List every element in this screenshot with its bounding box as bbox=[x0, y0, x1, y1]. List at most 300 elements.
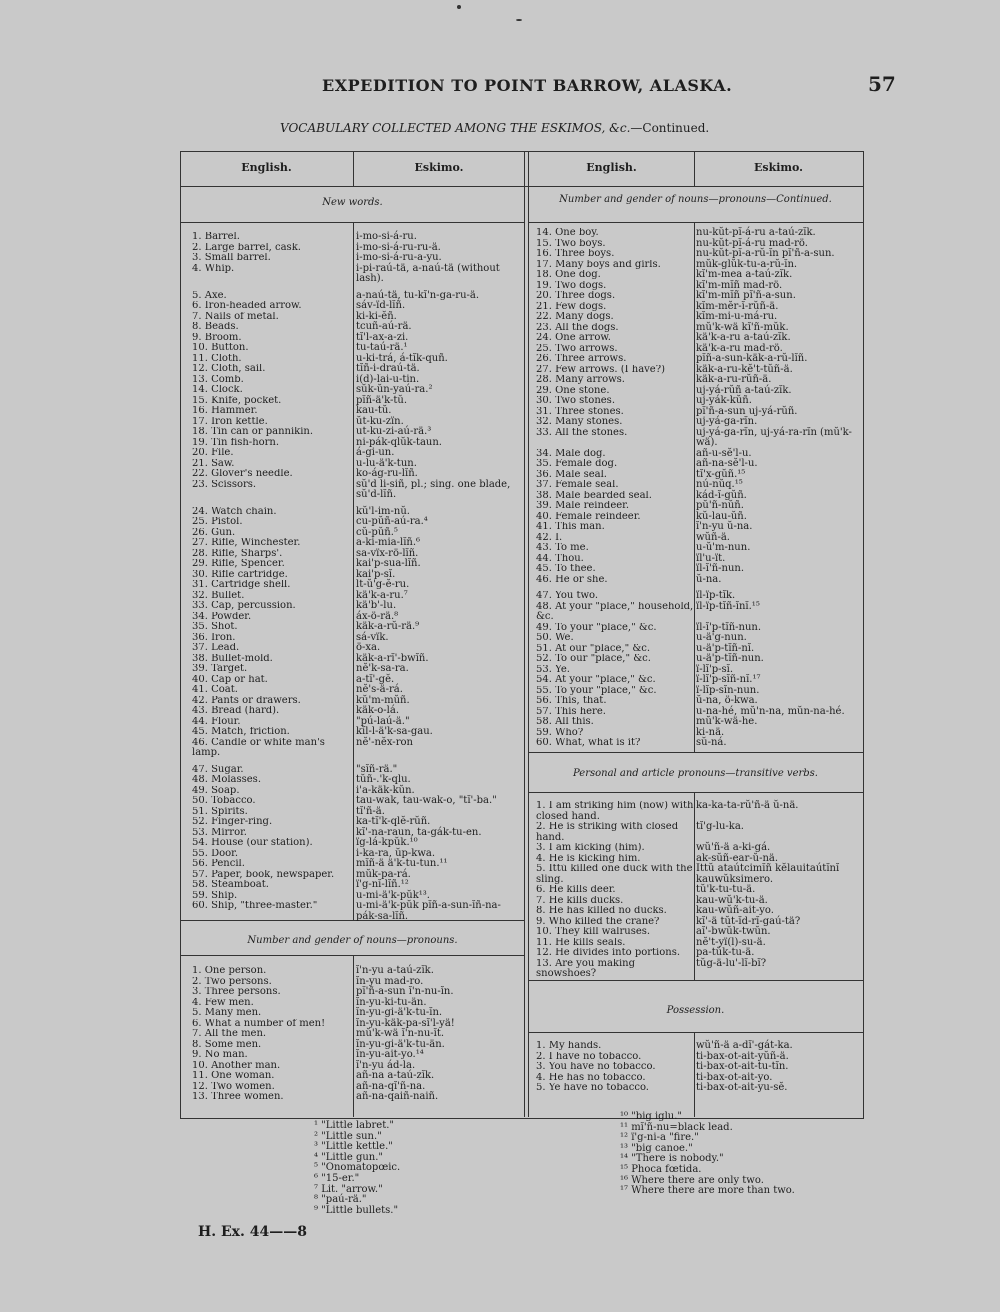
eskimo-term: kĭ'm-mĭñ mad-rö. bbox=[696, 279, 783, 291]
right-sec2-rule bbox=[528, 792, 863, 793]
eskimo-term: wŭ'ñ-ä a-dĭ'-gát-ka. bbox=[696, 1040, 793, 1051]
vocab-row bbox=[192, 796, 524, 807]
vocab-row bbox=[192, 480, 524, 501]
vocab-row bbox=[192, 253, 524, 264]
vocab-row bbox=[536, 1041, 862, 1052]
english-term: 36. Iron. bbox=[192, 632, 236, 643]
english-term: 17. Many boys and girls. bbox=[536, 259, 661, 270]
vocab-row bbox=[536, 428, 862, 449]
english-term: 27. Few arrows. (I have?) bbox=[536, 364, 665, 375]
english-term: 60. What, what is it? bbox=[536, 738, 641, 748]
vocab-row bbox=[536, 1062, 862, 1073]
eskimo-term: käk-a-rĭ'-bwĭñ. bbox=[356, 652, 429, 664]
eskimo-term: ko-ág-ru-lĭñ. bbox=[356, 468, 418, 479]
english-term: 14. One boy. bbox=[536, 228, 599, 238]
english-term: 57. Paper, book, newspaper. bbox=[192, 869, 335, 880]
eskimo-term: ŭ-na. bbox=[696, 573, 722, 585]
vocab-row bbox=[536, 738, 862, 749]
english-term: 2. He is striking with closed hand. bbox=[536, 822, 679, 843]
eskimo-term: pĭñ-a-sun-käk-a-rŭ-lĭñ. bbox=[696, 353, 808, 364]
english-term: 55. Door. bbox=[192, 848, 239, 859]
english-term: 4. Few men. bbox=[192, 997, 254, 1008]
vocab-row bbox=[536, 417, 862, 428]
english-term: 38. Male bearded seal. bbox=[536, 490, 652, 501]
footnote: ¹¹ mĭ'ñ-nu=black lead. bbox=[620, 1121, 733, 1133]
vocab-row bbox=[192, 427, 524, 438]
eskimo-term: pĭñ-ä'k-tŭ. bbox=[356, 394, 408, 406]
table-subtitle bbox=[280, 121, 709, 135]
eskimo-term: tu-taú-rä.¹ bbox=[356, 342, 408, 353]
eskimo-term: tĭ'g-lu-ka. bbox=[696, 821, 744, 832]
english-term: 51. Spirits. bbox=[192, 806, 248, 817]
page-number: 57 bbox=[868, 72, 896, 96]
eskimo-term: u-lu-ä'k-tun. bbox=[356, 457, 417, 469]
english-term: 46. Candle or white man's lamp. bbox=[192, 737, 325, 758]
english-term: 42. Pants or drawers. bbox=[192, 695, 301, 706]
english-term: 12. Cloth, sail. bbox=[192, 364, 266, 374]
eskimo-term: tau-wak, tau-wak-o, "tĭ'-ba." bbox=[356, 795, 497, 806]
english-term: 18. One dog. bbox=[536, 270, 601, 280]
eskimo-term: sŭ'd li-siñ, pl.; sing. one blade, sŭ'd-lĭñ. bbox=[356, 478, 511, 500]
eskimo-term: ïl-ĭ'ñ-nun. bbox=[696, 563, 745, 574]
vocab-row bbox=[192, 987, 524, 998]
vocab-row bbox=[192, 775, 524, 786]
eskimo-term: cu-pŭñ-aú-ra.⁴ bbox=[356, 516, 428, 527]
footnote: ⁷ Lit. "arrow." bbox=[314, 1183, 383, 1195]
eskimo-term: añ-u-sĕ'l-u. bbox=[696, 447, 752, 459]
english-term: 42. I. bbox=[536, 532, 563, 543]
english-term: 23. Scissors. bbox=[192, 479, 257, 490]
eskimo-term: wŭñ-ä. bbox=[696, 531, 730, 543]
right-sec2-top-rule bbox=[528, 752, 863, 753]
eskimo-term: ï-lĭ'p-sĭñ-nĭ.¹⁷ bbox=[696, 674, 761, 685]
english-term: 5. Ye have no tobacco. bbox=[536, 1083, 649, 1093]
english-term: 18. Tin can or pannikin. bbox=[192, 427, 314, 437]
vocab-row bbox=[192, 517, 524, 528]
eskimo-term: añ-na-sĕ'l-u. bbox=[696, 458, 758, 469]
vocab-row bbox=[536, 675, 862, 686]
eskimo-term: mŭk-glŭk-tu-a-rŭ-ĭn. bbox=[696, 258, 798, 270]
subtitle-main: VOCABULARY COLLECTED AMONG THE ESKIMOS, &c. bbox=[280, 121, 631, 135]
eskimo-term: käk-o-lá. bbox=[356, 705, 400, 716]
eskimo-term: i(d)-lai-u-tin. bbox=[356, 373, 420, 385]
eskimo-term: uj-yák-kŭñ. bbox=[696, 395, 752, 406]
footnote: ³ "Little kettle." bbox=[314, 1141, 393, 1153]
english-term: 16. Hammer. bbox=[192, 406, 258, 416]
eskimo-term: ŭ-na, ö-kwa. bbox=[696, 695, 758, 706]
eskimo-term: ŭt-ku-zïn. bbox=[356, 415, 404, 427]
eskimo-term: ĭ'n-yu ŭ-na. bbox=[696, 521, 753, 532]
english-term: 58. All this. bbox=[536, 717, 594, 727]
eskimo-term: kä'k-a-ru mad-rö. bbox=[696, 342, 783, 354]
eskimo-term: mŭk-pa-rá. bbox=[356, 868, 411, 880]
english-term: 2. Two persons. bbox=[192, 976, 272, 987]
eskimo-term: sŭ-ná. bbox=[696, 737, 727, 748]
english-term: 41. Coat. bbox=[192, 685, 238, 695]
english-term: 34. Male dog. bbox=[536, 448, 606, 459]
vocab-row bbox=[192, 1050, 524, 1061]
vocab-row bbox=[536, 480, 862, 491]
english-term: 9. Who killed the crane? bbox=[536, 916, 660, 927]
english-term: 57. This here. bbox=[536, 706, 606, 717]
eskimo-term: u-na-hé, mŭ'n-na, mŭn-na-hé. bbox=[696, 705, 845, 717]
vocab-row bbox=[192, 880, 524, 891]
footnote: ⁶ "15-er." bbox=[314, 1172, 360, 1184]
eskimo-term: käk-a-ru-kĕ't-tŭñ-ä. bbox=[696, 363, 793, 375]
english-term: 60. Ship, "three-master." bbox=[192, 901, 318, 911]
eskimo-term: i-mo-si-á-ru. bbox=[356, 231, 417, 242]
english-term: 7. He kills ducks. bbox=[536, 895, 624, 906]
english-term: 17. Iron kettle. bbox=[192, 416, 268, 427]
eskimo-term: tŭ'k-tu-tu-ä. bbox=[696, 884, 756, 895]
vocab-row bbox=[192, 817, 524, 828]
eskimo-term: lt-ŭ'g-ĕ-ru. bbox=[356, 579, 410, 590]
eskimo-term: a-naú-tä, tu-kĭ'n-ga-ru-ä. bbox=[356, 289, 480, 301]
vocab-row bbox=[536, 291, 862, 302]
right-sec3-top-rule bbox=[528, 980, 863, 981]
eskimo-term: kä'k-a-ru.⁷ bbox=[356, 589, 408, 601]
eskimo-term: ĭn-yu-gi-ä'k-tu-än. bbox=[356, 1038, 445, 1050]
left-sec1-rule bbox=[180, 222, 525, 223]
english-term: 12. Two women. bbox=[192, 1081, 275, 1092]
eskimo-term: kai'p-sua-lĭñ. bbox=[356, 558, 421, 569]
english-term: 33. All the stones. bbox=[536, 427, 628, 438]
vocab-row bbox=[536, 354, 862, 365]
english-term: 47. You two. bbox=[536, 591, 599, 601]
column-header-eskimo: Eskimo. bbox=[414, 161, 464, 174]
vocab-row bbox=[192, 364, 524, 375]
print-speck bbox=[457, 5, 461, 9]
eskimo-term: ĭn-yu-ait-yo.¹⁴ bbox=[356, 1049, 424, 1060]
english-term: 19. Tin fish-horn. bbox=[192, 437, 280, 448]
vocab-row bbox=[192, 859, 524, 870]
english-term: 45. To thee. bbox=[536, 564, 596, 574]
eskimo-term: tĭ'x-gŭñ.¹⁵ bbox=[696, 468, 746, 480]
english-term: 59. Ship. bbox=[192, 890, 238, 901]
eskimo-term: sa-vïx-rö-lĭñ. bbox=[356, 547, 419, 559]
column-header-eskimo-right: Eskimo. bbox=[754, 161, 803, 174]
english-term: 55. To your "place," &c. bbox=[536, 685, 657, 696]
vocab-row bbox=[536, 396, 862, 407]
eskimo-term: nĕ'k-sa-ra. bbox=[356, 663, 409, 674]
vocab-row bbox=[536, 575, 862, 586]
eskimo-term: ĭn-yu mad-ro. bbox=[356, 975, 424, 987]
eskimo-term: nĕ't-yï(l)-su-ä. bbox=[696, 936, 766, 948]
center-rule-double bbox=[528, 151, 529, 1117]
eskimo-term: u-ki-trá, á-tĭk-quñ. bbox=[356, 352, 448, 364]
eskimo-term: ï'g-nĭ-lĭñ.¹² bbox=[356, 879, 409, 890]
eskimo-term: ĭn-yu-gi-ä'k-tu-ĭn. bbox=[356, 1007, 443, 1018]
english-term: 31. Cartridge shell. bbox=[192, 580, 291, 590]
footnote: ¹⁶ Where there are only two. bbox=[620, 1174, 764, 1186]
eskimo-term: uj-yá-ga-rĭn. bbox=[696, 416, 758, 427]
eskimo-term: ĭ'n-yu ád-la. bbox=[356, 1059, 416, 1071]
english-term: 54. At your "place," &c. bbox=[536, 675, 656, 685]
english-term: 1. My hands. bbox=[536, 1041, 602, 1051]
english-term: 5. Ittŭ killed one duck with the sling. bbox=[536, 864, 693, 885]
eskimo-term: tcuñ-aú-rä. bbox=[356, 321, 412, 332]
subtitle-continued: —Continued. bbox=[630, 121, 710, 135]
vocab-row bbox=[536, 1083, 862, 1094]
english-term: 34. Powder. bbox=[192, 611, 252, 622]
english-term: 6. Iron-headed arrow. bbox=[192, 301, 302, 311]
english-term: 30. Rifle cartridge. bbox=[192, 569, 288, 580]
english-term: 6. What a number of men! bbox=[192, 1018, 326, 1029]
eskimo-term: kĭ'-na-raun, ta-gák-tu-en. bbox=[356, 826, 482, 838]
eskimo-term: añ-na a-taú-zĭk. bbox=[356, 1070, 435, 1081]
english-term: 31. Three stones. bbox=[536, 406, 624, 417]
eskimo-term: u-ä'p-tĭñ-nun. bbox=[696, 653, 764, 664]
vocab-row bbox=[536, 602, 862, 623]
english-term: 1. One person. bbox=[192, 966, 267, 976]
vocab-row bbox=[192, 664, 524, 675]
english-term: 24. Watch chain. bbox=[192, 506, 277, 517]
eskimo-term: kŭ'l-im-nŭ. bbox=[356, 505, 410, 517]
eskimo-term: kĭ'm-mĭñ pĭ'ñ-a-sun. bbox=[696, 290, 796, 301]
english-term: 4. Whip. bbox=[192, 263, 235, 274]
eskimo-term: kŭ'm-mŭñ. bbox=[356, 694, 410, 706]
english-term: 51. At our "place," &c. bbox=[536, 643, 651, 654]
english-term: 50. Tobacco. bbox=[192, 796, 256, 806]
vocab-row bbox=[536, 864, 862, 885]
english-term: 13. Three women. bbox=[192, 1092, 284, 1102]
english-term: 54. House (our station). bbox=[192, 838, 313, 848]
vocab-row bbox=[192, 738, 524, 759]
eskimo-term: ïl-ĭ'p-tĭñ-nun. bbox=[696, 621, 762, 633]
english-term: 22. Glover's needle. bbox=[192, 469, 293, 479]
english-term: 27. Rifle, Winchester. bbox=[192, 538, 301, 548]
eskimo-term: kau-tŭ. bbox=[356, 405, 392, 416]
english-term: 16. Three boys. bbox=[536, 249, 615, 259]
eskimo-term: mŭ'k-wä-he. bbox=[696, 716, 758, 727]
english-term: 21. Few dogs. bbox=[536, 301, 607, 312]
english-term: 2. Large barrel, cask. bbox=[192, 242, 301, 253]
eskimo-term: sá-vïk. bbox=[356, 631, 389, 643]
vocab-row bbox=[192, 232, 524, 243]
eskimo-term: i-mo-si-á-ru-a-yu. bbox=[356, 252, 442, 263]
english-term: 32. Many stones. bbox=[536, 417, 623, 427]
english-term: 46. He or she. bbox=[536, 574, 608, 585]
eskimo-term: käk-a-rŭ-rä.⁹ bbox=[356, 621, 420, 632]
english-term: 23. All the dogs. bbox=[536, 322, 619, 333]
eskimo-term: ki-nä. bbox=[696, 726, 725, 738]
vocab-row bbox=[192, 727, 524, 738]
english-term: 20. Three dogs. bbox=[536, 291, 616, 301]
vocab-row bbox=[192, 385, 524, 396]
english-term: 19. Two dogs. bbox=[536, 280, 607, 291]
vocab-row bbox=[536, 948, 862, 959]
left-sec2-rule bbox=[180, 955, 525, 956]
vocab-row bbox=[192, 643, 524, 654]
eskimo-term: u-ä'p-tĭñ-nĭ. bbox=[696, 642, 755, 654]
eskimo-term: pĭ'ñ-a-sun uj-yá-rŭñ. bbox=[696, 405, 798, 417]
eskimo-term: ïl-ïp-tĭk. bbox=[696, 590, 736, 601]
footnote: ¹⁴ "There is nobody." bbox=[620, 1153, 724, 1165]
english-term: 52. To our "place," &c. bbox=[536, 654, 651, 664]
english-term: 11. One woman. bbox=[192, 1071, 275, 1081]
eskimo-term: ti-bax-ot-ait-yu-sĕ. bbox=[696, 1082, 788, 1093]
eskimo-term: tĭñ-i-draú-tä. bbox=[356, 363, 420, 374]
vocab-row bbox=[192, 448, 524, 459]
eskimo-term: mŭ'k-wä ĭ'n-nu-ĭt. bbox=[356, 1028, 445, 1039]
eskimo-term: u-ŭ'm-nun. bbox=[696, 542, 751, 553]
eskimo-term: nu-kŭt-pĭ-á-ru mad-rö. bbox=[696, 237, 808, 249]
eskimo-term: nĕ's-ä-rá. bbox=[356, 684, 403, 695]
eskimo-term: sŭk-ŭn-yaú-ra.² bbox=[356, 384, 433, 395]
vocab-row bbox=[192, 559, 524, 570]
eskimo-term: nu-kŭt-pĭ-á-ru a-taú-zĭk. bbox=[696, 227, 816, 238]
transitive-verbs-list bbox=[536, 801, 862, 980]
english-term: 40. Cap or hat. bbox=[192, 674, 268, 685]
eskimo-term: uj-yá-ga-rĭn, uj-yá-ra-rĭn (mŭ'k-wä). bbox=[696, 426, 852, 448]
vocab-row bbox=[536, 543, 862, 554]
eskimo-term: ti-bax-ot-ait-yo. bbox=[696, 1071, 773, 1083]
english-term: 14. Clock. bbox=[192, 385, 243, 395]
footnote: ⁵ "Onomatopœic. bbox=[314, 1162, 401, 1174]
running-head: EXPEDITION TO POINT BARROW, ALASKA. bbox=[322, 76, 733, 95]
english-term: 48. Molasses. bbox=[192, 775, 261, 785]
vocab-row bbox=[192, 406, 524, 417]
english-term: 4. He is kicking him. bbox=[536, 853, 641, 864]
eskimo-term: Ittŭ ataútcimĭñ kĕlauitaútĭnĭ kauwŭksimero. bbox=[696, 863, 840, 885]
eskimo-term: pa-tŭk-tu-ä. bbox=[696, 947, 755, 958]
english-term: 45. Match, friction. bbox=[192, 727, 290, 737]
english-term: 44. Flour. bbox=[192, 716, 241, 727]
vocab-row bbox=[192, 301, 524, 312]
eskimo-term: ï-lĭp-sĭn-nun. bbox=[696, 684, 760, 696]
vocab-row bbox=[192, 838, 524, 849]
eskimo-term: kau-wŭñ-ait-yo. bbox=[696, 905, 774, 916]
footnotes-right bbox=[620, 1112, 795, 1197]
english-term: 4. He has no tobacco. bbox=[536, 1072, 646, 1083]
eskimo-term: u-mi-ä'k-pŭk pĭñ-a-sun-ĭñ-na-pák-sa-lĭñ. bbox=[356, 900, 501, 922]
eskimo-term: kä'k-a-ru a-taú-zĭk. bbox=[696, 332, 791, 343]
section-number-gender: Number and gender of nouns—pronouns. bbox=[247, 935, 458, 946]
english-term: 15. Two boys. bbox=[536, 238, 606, 249]
eskimo-term: kĭ'-ä tŭt-ĭd-rĭ-gaú-tä? bbox=[696, 915, 801, 927]
eskimo-term: a-ki-mia-lĭñ.⁶ bbox=[356, 537, 421, 548]
english-term: 9. Broom. bbox=[192, 332, 242, 343]
possession-list bbox=[536, 1041, 862, 1094]
english-term: 21. Saw. bbox=[192, 458, 235, 469]
vocab-row bbox=[536, 633, 862, 644]
english-term: 24. One arrow. bbox=[536, 333, 611, 343]
vocab-row bbox=[536, 959, 862, 980]
eskimo-term: nu-kŭt-pĭ-a-rŭ-ĭn pĭ'ñ-a-sun. bbox=[696, 248, 835, 259]
english-term: 56. Pencil. bbox=[192, 859, 245, 869]
eskimo-term: nĕ'-nĕx-ron bbox=[356, 736, 413, 748]
english-term: 9. No man. bbox=[192, 1050, 248, 1060]
english-term: 39. Target. bbox=[192, 664, 248, 674]
english-term: 30. Two stones. bbox=[536, 396, 615, 406]
vocab-row bbox=[192, 1008, 524, 1019]
header-rule bbox=[180, 186, 863, 187]
english-term: 12. He divides into portions. bbox=[536, 948, 681, 958]
eskimo-term: tĭ'ñ-ä. bbox=[356, 805, 385, 817]
vocab-row bbox=[536, 312, 862, 323]
vocab-row bbox=[192, 343, 524, 354]
eskimo-term: kĭl-l-ä'k-sa-gau. bbox=[356, 726, 433, 737]
eskimo-term: i-ka-ra, ŭp-kwa. bbox=[356, 847, 436, 859]
vocab-row bbox=[536, 522, 862, 533]
section-number-gender-continued: Number and gender of nouns—pronouns—Continued. bbox=[559, 194, 832, 205]
eskimo-term: añ-na-qaiñ-naiñ. bbox=[356, 1091, 439, 1102]
eskimo-term: mĭñ-ä ä'k-tu-tun.¹¹ bbox=[356, 858, 448, 869]
english-term: 13. Are you making snowshoes? bbox=[536, 958, 636, 979]
english-term: 33. Cap, percussion. bbox=[192, 601, 296, 611]
english-term: 49. Soap. bbox=[192, 785, 240, 796]
eskimo-term: pŭ'ñ-nŭñ. bbox=[696, 500, 744, 511]
english-term: 40. Female reindeer. bbox=[536, 511, 641, 522]
english-term: 53. Ye. bbox=[536, 664, 570, 675]
english-term: 35. Female dog. bbox=[536, 459, 618, 469]
vocab-row bbox=[192, 1092, 524, 1103]
english-term: 35. Shot. bbox=[192, 622, 238, 632]
eskimo-term: ĭn-yu-ki-tu-än. bbox=[356, 996, 427, 1008]
eskimo-term: ka-ka-ta-rŭ'ñ-ä ŭ-nä. bbox=[696, 800, 799, 811]
english-term: 28. Rifle, Sharps'. bbox=[192, 548, 283, 559]
english-term: 22. Many dogs. bbox=[536, 312, 614, 322]
vocab-row bbox=[536, 822, 862, 843]
vocab-row bbox=[536, 375, 862, 386]
vocab-row bbox=[536, 717, 862, 728]
vocab-row bbox=[536, 228, 862, 239]
english-term: 41. This man. bbox=[536, 522, 605, 532]
number-gender-continued-list bbox=[536, 228, 862, 749]
signature-mark: H. Ex. 44——8 bbox=[198, 1224, 307, 1240]
english-term: 8. He has killed no ducks. bbox=[536, 906, 667, 916]
eskimo-term: ni-pák-qlŭk-taun. bbox=[356, 436, 442, 448]
english-term: 5. Axe. bbox=[192, 290, 227, 301]
footnote: ¹⁰ "big iglu." bbox=[620, 1111, 682, 1122]
english-term: 32. Bullet. bbox=[192, 590, 245, 601]
eskimo-term: u-mi-ä'k-pŭk¹³. bbox=[356, 889, 430, 901]
footnote: ¹ "Little labret." bbox=[314, 1120, 395, 1131]
footnote: ¹⁵ Phoca fœtida. bbox=[620, 1163, 702, 1175]
vocab-row bbox=[536, 564, 862, 575]
eskimo-term: kai'p-sĭ. bbox=[356, 568, 396, 580]
english-term: 36. Male seal. bbox=[536, 469, 607, 480]
english-term: 56. This, that. bbox=[536, 696, 607, 706]
english-term: 1. I am striking him (now) with closed hand. bbox=[536, 801, 694, 822]
eskimo-term: añ-na-qĭ'ñ-na. bbox=[356, 1080, 426, 1092]
eskimo-term: kĭ'm-mea a-taú-zĭk. bbox=[696, 269, 793, 280]
english-term: 26. Three arrows. bbox=[536, 354, 627, 364]
english-term: 26. Gun. bbox=[192, 527, 236, 538]
eskimo-term: tŭñ-.'k-qlu. bbox=[356, 774, 411, 785]
eskimo-term: áx-ö-rä.⁸ bbox=[356, 610, 399, 622]
eskimo-term: wŭ'ñ-ä a-ki-gá. bbox=[696, 842, 771, 853]
english-term: 59. Who? bbox=[536, 727, 584, 738]
eskimo-term: tŭg-ä-lu'-lĭ-bĭ? bbox=[696, 957, 767, 969]
vocab-row bbox=[192, 1071, 524, 1082]
column-header-english-right: English. bbox=[586, 161, 637, 174]
center-rule bbox=[524, 151, 525, 1117]
eskimo-term: cŭ-pŭñ.⁵ bbox=[356, 526, 398, 538]
english-term: 7. Nails of metal. bbox=[192, 311, 279, 322]
vocab-row bbox=[536, 885, 862, 896]
number-gender-list bbox=[192, 966, 524, 1103]
eskimo-term: ti-bax-ot-ait-tu-tĭn. bbox=[696, 1061, 789, 1072]
eskimo-term: i-mo-si-á-ru-ru-ä. bbox=[356, 241, 441, 253]
english-term: 58. Steamboat. bbox=[192, 880, 269, 890]
eskimo-term: ki-ki-ĕñ. bbox=[356, 310, 397, 322]
eskimo-term: uj-yá-rŭñ a-taú-zĭk. bbox=[696, 384, 792, 396]
english-term: 37. Lead. bbox=[192, 643, 240, 653]
vocab-row bbox=[536, 270, 862, 281]
eskimo-term: ak-sŭñ-ear-ŭ-nä. bbox=[696, 852, 779, 864]
vocab-row bbox=[192, 1029, 524, 1040]
